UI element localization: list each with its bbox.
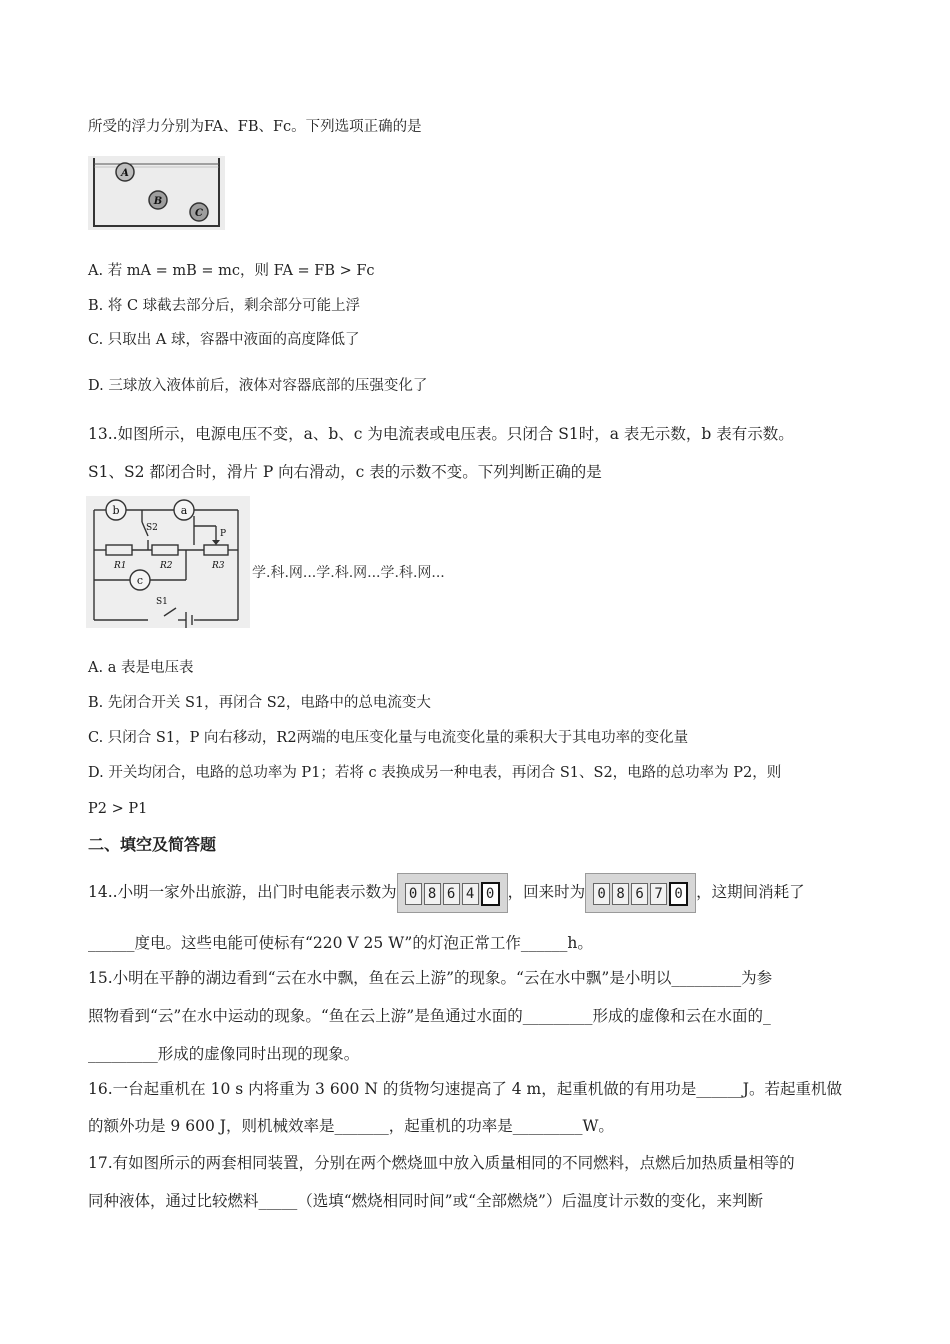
- q14-line2: ______度电。这些电能可使标有“220 V 25 W”的灯泡正常工作______h。: [88, 934, 593, 952]
- q16-line2: 的额外功是 9 600 J，则机械效率是_______，起重机的功率是_________W。: [88, 1117, 614, 1135]
- q15-line3: _________形成的虚像同时出现的现象。: [88, 1045, 360, 1063]
- slider-p-label: P: [220, 529, 227, 539]
- resistor-r3-label: R3: [212, 561, 225, 571]
- q13-option-d-cont: P2 > P1: [88, 801, 148, 817]
- meter-reading-end: [585, 873, 696, 913]
- meter-c: [130, 570, 150, 590]
- meter-digit-decimal: 0: [481, 882, 500, 906]
- meter-digit: 4: [462, 883, 479, 905]
- q13-option-a: A. a 表是电压表: [88, 660, 194, 676]
- circuit-diagram-figure: [86, 496, 250, 628]
- q14-part2: ，回来时为: [507, 883, 586, 901]
- q15-line1: 15.小明在平静的湖边看到“云在水中飘，鱼在云上游”的现象。“云在水中飘”是小明以_________为参: [88, 969, 773, 987]
- q15-line2: 照物看到“云”在水中运动的现象。“鱼在云上游”是鱼通过水面的_________形成的虚像和云在水面的_: [88, 1007, 771, 1025]
- q13-option-c: C. 只闭合 S1，P 向右移动，R2两端的电压变化量与电流变化量的乘积大于其电功率的变化量: [88, 730, 689, 746]
- q13-stem-line2: S1、S2 都闭合时，滑片 P 向右滑动，c 表的示数不变。下列判断正确的是: [88, 463, 602, 481]
- meter-digit: 0: [593, 883, 610, 905]
- ball-b: [149, 191, 167, 209]
- resistor-r2-label: R2: [160, 561, 173, 571]
- resistor-r1-label: R1: [114, 561, 127, 571]
- ball-c: [190, 203, 208, 221]
- meter-a-label: a: [180, 504, 188, 517]
- ball-b-label: B: [153, 196, 163, 207]
- q12-option-b: B. 将 C 球截去部分后，剩余部分可能上浮: [88, 298, 361, 314]
- q14-part1: 14..小明一家外出旅游，出门时电能表示数为: [88, 883, 397, 901]
- meter-b-label: b: [112, 504, 120, 517]
- ball-c-label: C: [195, 208, 203, 219]
- q14-line1: [88, 873, 805, 913]
- meter-b: [106, 500, 126, 520]
- intro-text: 所受的浮力分别为FA、FB、Fc。下列选项正确的是: [88, 119, 422, 135]
- meter-digit: 7: [650, 883, 667, 905]
- section-title: 二、填空及简答题: [88, 835, 217, 854]
- meter-digit: 8: [612, 883, 629, 905]
- q17-line2: 同种液体，通过比较燃料_____（选填“燃烧相同时间”或“全部燃烧”）后温度计示数的变化，来判断: [88, 1192, 763, 1210]
- meter-digit: 8: [424, 883, 441, 905]
- meter-digit: 6: [631, 883, 648, 905]
- q13-option-b: B. 先闭合开关 S1，再闭合 S2，电路中的总电流变大: [88, 695, 431, 711]
- switch-s2-label: S2: [146, 523, 158, 533]
- buoyancy-container-figure: [88, 156, 225, 230]
- meter-reading-start: [397, 873, 508, 913]
- switch-s1-label: S1: [156, 597, 168, 607]
- q14-part3: ，这期间消耗了: [696, 883, 805, 901]
- meter-digit: 6: [443, 883, 460, 905]
- watermark-text: 学.科.网...学.科.网...学.科.网...: [252, 565, 445, 581]
- meter-digit-decimal: 0: [669, 882, 688, 906]
- meter-c-label: c: [136, 574, 144, 587]
- q17-line1: 17.有如图所示的两套相同装置，分别在两个燃烧皿中放入质量相同的不同燃料，点燃后加热质量相等的: [88, 1154, 795, 1172]
- meter-digit: 0: [405, 883, 422, 905]
- q13-stem-line1: 13..如图所示，电源电压不变，a、b、c 为电流表或电压表。只闭合 S1时，a 表无示数，b 表有示数。: [88, 425, 794, 443]
- q12-option-d: D. 三球放入液体前后，液体对容器底部的压强变化了: [88, 378, 428, 394]
- q12-option-c: C. 只取出 A 球，容器中液面的高度降低了: [88, 332, 360, 348]
- ball-a-label: A: [121, 168, 129, 179]
- meter-a: [174, 500, 194, 520]
- q16-line1: 16.一台起重机在 10 s 内将重为 3 600 N 的货物匀速提高了 4 m，起重机做的有用功是______J。若起重机做: [88, 1080, 842, 1098]
- q13-option-d: D. 开关均闭合，电路的总功率为 P1；若将 c 表换成另一种电表，再闭合 S1、S2，电路的总功率为 P2，则: [88, 765, 782, 781]
- q12-option-a: A. 若 mA = mB = mc，则 FA = FB > Fc: [88, 263, 375, 279]
- ball-a: [116, 163, 134, 181]
